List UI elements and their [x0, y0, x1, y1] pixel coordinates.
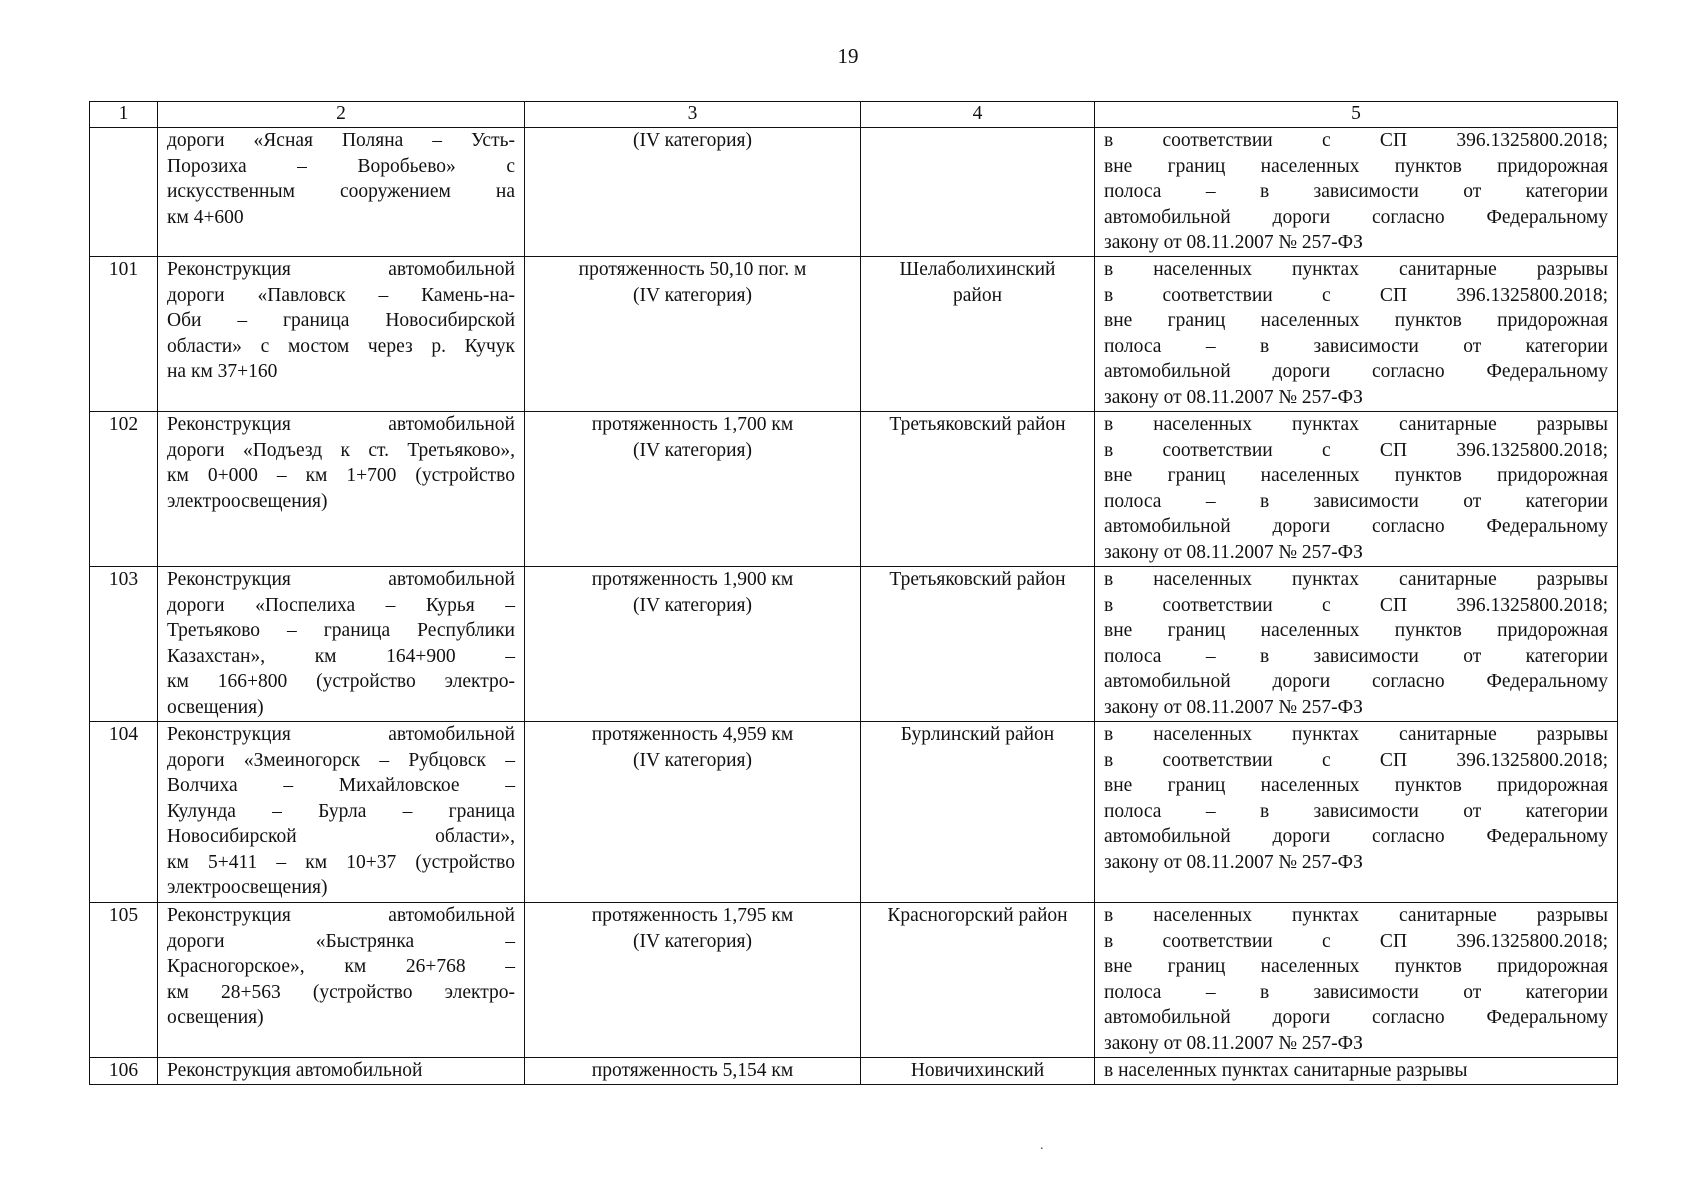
object-name-cell-line: Оби – граница Новосибирской — [167, 310, 515, 331]
zones-cell — [1095, 903, 1618, 1058]
zones-cell-line: в населенных пунктах санитарные разрывы — [1104, 259, 1608, 280]
zones-cell-line: вне границ населенных пунктов придорожная — [1104, 310, 1608, 331]
object-name-cell-line: дороги «Павловск – Камень-на- — [167, 284, 515, 306]
page-number: 19 — [837, 44, 859, 68]
object-name-cell — [158, 567, 525, 722]
table-row — [90, 903, 1618, 1058]
object-name-cell — [158, 722, 525, 903]
zones-cell-line: полоса – в зависимости от категории — [1104, 335, 1608, 357]
parameters-cell — [525, 722, 861, 903]
parameters-cell-line: (IV категория) — [632, 749, 752, 771]
object-name-cell-line: Волчиха – Михайловское – — [167, 775, 515, 796]
object-name-cell-line: Реконструкция автомобильной — [167, 414, 515, 435]
zones-cell-line: в соответствии с СП 396.1325800.2018; — [1104, 284, 1608, 306]
table-body — [90, 102, 1618, 1085]
object-name-cell-line: дороги «Поспелиха – Курья – — [167, 594, 515, 616]
row-number: 102 — [90, 412, 158, 567]
object-name-cell-line: Реконструкция автомобильной — [167, 1060, 423, 1081]
object-name-cell-line: освещения) — [167, 696, 264, 718]
zones-cell-line: закону от 08.11.2007 № 257-ФЗ — [1104, 851, 1363, 873]
object-name-cell-line: области» с мостом через р. Кучук — [167, 335, 515, 357]
zones-cell-line: автомобильной дороги согласно Федеральному — [1104, 671, 1608, 692]
zones-cell-line: полоса – в зависимости от категории — [1104, 981, 1608, 1003]
object-name-cell-line: электроосвещения) — [167, 490, 328, 512]
location-cell-line: Бурлинский район — [900, 724, 1055, 745]
row-number: 105 — [90, 903, 158, 1058]
column-header-4: 4 — [861, 102, 1095, 128]
parameters-cell-line: протяженность 4,959 км — [591, 724, 794, 745]
parameters-cell — [525, 567, 861, 722]
object-name-cell-line: Новосибирской области», — [167, 826, 515, 847]
object-name-cell-line: искусственным сооружением на — [167, 181, 515, 202]
zones-cell — [1095, 1058, 1618, 1085]
zones-cell — [1095, 128, 1618, 257]
object-name-cell-line: дороги «Быстрянка – — [167, 930, 515, 952]
object-name-cell-line: Кулунда – Бурла – граница — [167, 800, 515, 822]
row-number — [90, 128, 158, 257]
location-cell — [861, 128, 1095, 257]
zones-cell-line: вне границ населенных пунктов придорожная — [1104, 155, 1608, 177]
column-header-2: 2 — [158, 102, 525, 128]
parameters-cell-line: (IV категория) — [632, 594, 752, 616]
zones-cell-line: вне границ населенных пунктов придорожная — [1104, 956, 1608, 977]
parameters-cell — [525, 903, 861, 1058]
parameters-cell-line: протяженность 50,10 пог. м — [578, 259, 807, 280]
zones-cell-line: закону от 08.11.2007 № 257-ФЗ — [1104, 696, 1363, 718]
object-name-cell — [158, 1058, 525, 1085]
zones-cell-line: вне границ населенных пунктов придорожная — [1104, 465, 1608, 486]
parameters-cell-line: протяженность 5,154 км — [591, 1060, 794, 1081]
zones-cell-line: автомобильной дороги согласно Федеральному — [1104, 361, 1608, 382]
row-number: 103 — [90, 567, 158, 722]
parameters-cell-line: протяженность 1,795 км — [591, 905, 794, 926]
zones-cell — [1095, 722, 1618, 903]
table-row — [90, 722, 1618, 903]
zones-cell-line: в соответствии с СП 396.1325800.2018; — [1104, 749, 1608, 771]
zones-cell-line: полоса – в зависимости от категории — [1104, 181, 1608, 202]
location-cell — [861, 412, 1095, 567]
location-cell-line: район — [952, 284, 1003, 306]
zones-cell-line: автомобильной дороги согласно Федеральному — [1104, 1007, 1608, 1028]
column-header-5: 5 — [1095, 102, 1618, 128]
location-cell-line: Третьяковский район — [889, 569, 1066, 590]
parameters-cell — [525, 1058, 861, 1085]
row-number: 104 — [90, 722, 158, 903]
object-name-cell-line: дороги «Змеиногорск – Рубцовск – — [167, 749, 515, 771]
parameters-cell-line: (IV категория) — [632, 284, 752, 306]
column-header-1: 1 — [90, 102, 158, 128]
object-name-cell-line: Порозиха – Воробьево» с — [167, 155, 515, 177]
zones-cell-line: в населенных пунктах санитарные разрывы — [1104, 569, 1608, 590]
object-name-cell-line: Красногорское», км 26+768 – — [167, 956, 515, 977]
location-cell — [861, 722, 1095, 903]
table-row — [90, 412, 1618, 567]
zones-cell-line: закону от 08.11.2007 № 257-ФЗ — [1104, 541, 1363, 563]
table-row — [90, 257, 1618, 412]
zones-cell-line: вне границ населенных пунктов придорожная — [1104, 775, 1608, 796]
location-cell-line: Новичихинский — [910, 1060, 1045, 1081]
zones-cell-line: в соответствии с СП 396.1325800.2018; — [1104, 594, 1608, 616]
zones-cell-line: в соответствии с СП 396.1325800.2018; — [1104, 130, 1608, 151]
parameters-cell — [525, 412, 861, 567]
scan-speck: . — [1040, 1138, 1044, 1153]
zones-cell-line: закону от 08.11.2007 № 257-ФЗ — [1104, 232, 1363, 253]
zones-cell — [1095, 567, 1618, 722]
zones-cell-line: полоса – в зависимости от категории — [1104, 645, 1608, 667]
column-header-3: 3 — [525, 102, 861, 128]
object-name-cell — [158, 257, 525, 412]
parameters-cell — [525, 128, 861, 257]
zones-cell-line: закону от 08.11.2007 № 257-ФЗ — [1104, 386, 1363, 408]
object-name-cell-line: дороги «Ясная Поляна – Усть- — [167, 130, 515, 151]
location-cell — [861, 903, 1095, 1058]
parameters-cell-line: (IV категория) — [632, 130, 752, 151]
location-cell — [861, 1058, 1095, 1085]
object-name-cell-line: на км 37+160 — [167, 361, 278, 382]
location-cell-line: Шелаболихинский — [899, 259, 1056, 280]
zones-cell-line: закону от 08.11.2007 № 257-ФЗ — [1104, 1032, 1363, 1054]
zones-cell-line: в населенных пунктах санитарные разрывы — [1104, 724, 1608, 745]
parameters-cell-line: протяженность 1,700 км — [591, 414, 794, 435]
parameters-cell-line: протяженность 1,900 км — [591, 569, 794, 590]
zones-cell — [1095, 257, 1618, 412]
location-cell-line: Красногорский район — [887, 905, 1068, 926]
zones-cell-line: автомобильной дороги согласно Федеральному — [1104, 206, 1608, 228]
zones-cell — [1095, 412, 1618, 567]
zones-cell-line: в соответствии с СП 396.1325800.2018; — [1104, 930, 1608, 952]
object-name-cell-line: освещения) — [167, 1007, 264, 1028]
table-header-row — [90, 102, 1618, 128]
object-name-cell-line: км 0+000 – км 1+700 (устройство — [167, 465, 515, 486]
object-name-cell-line: Реконструкция автомобильной — [167, 569, 515, 590]
location-cell — [861, 257, 1095, 412]
parameters-cell — [525, 257, 861, 412]
zones-cell-line: вне границ населенных пунктов придорожная — [1104, 620, 1608, 641]
location-cell — [861, 567, 1095, 722]
zones-cell-line: автомобильной дороги согласно Федеральному — [1104, 826, 1608, 847]
zones-cell-line: в населенных пунктах санитарные разрывы — [1104, 414, 1608, 435]
table-row — [90, 567, 1618, 722]
zones-cell-line: автомобильной дороги согласно Федеральному — [1104, 516, 1608, 537]
location-cell-line: Третьяковский район — [889, 414, 1066, 435]
zones-cell-line: в соответствии с СП 396.1325800.2018; — [1104, 439, 1608, 461]
object-name-cell-line: Третьяково – граница Республики — [167, 620, 515, 641]
object-name-cell — [158, 128, 525, 257]
table-row — [90, 128, 1618, 257]
object-name-cell-line: км 28+563 (устройство электро- — [167, 981, 515, 1003]
object-name-cell-line: электроосвещения) — [167, 877, 328, 898]
row-number: 106 — [90, 1058, 158, 1085]
table-row — [90, 1058, 1618, 1085]
zones-cell-line: полоса – в зависимости от категории — [1104, 490, 1608, 512]
zones-cell-line: в населенных пунктах санитарные разрывы — [1104, 1060, 1468, 1081]
parameters-cell-line: (IV категория) — [632, 930, 752, 952]
object-name-cell-line: км 4+600 — [167, 206, 244, 228]
object-name-cell-line: Реконструкция автомобильной — [167, 259, 515, 280]
object-name-cell-line: км 166+800 (устройство электро- — [167, 671, 515, 692]
object-name-cell-line: дороги «Подъезд к ст. Третьяково», — [167, 439, 515, 461]
object-name-cell-line: Казахстан», км 164+900 – — [167, 645, 515, 667]
object-name-cell — [158, 412, 525, 567]
object-name-cell — [158, 903, 525, 1058]
parameters-cell-line: (IV категория) — [632, 439, 752, 461]
object-name-cell-line: Реконструкция автомобильной — [167, 905, 515, 926]
row-number: 101 — [90, 257, 158, 412]
road-objects-table — [89, 101, 1618, 1085]
object-name-cell-line: км 5+411 – км 10+37 (устройство — [167, 851, 515, 873]
zones-cell-line: в населенных пунктах санитарные разрывы — [1104, 905, 1608, 926]
zones-cell-line: полоса – в зависимости от категории — [1104, 800, 1608, 822]
object-name-cell-line: Реконструкция автомобильной — [167, 724, 515, 745]
